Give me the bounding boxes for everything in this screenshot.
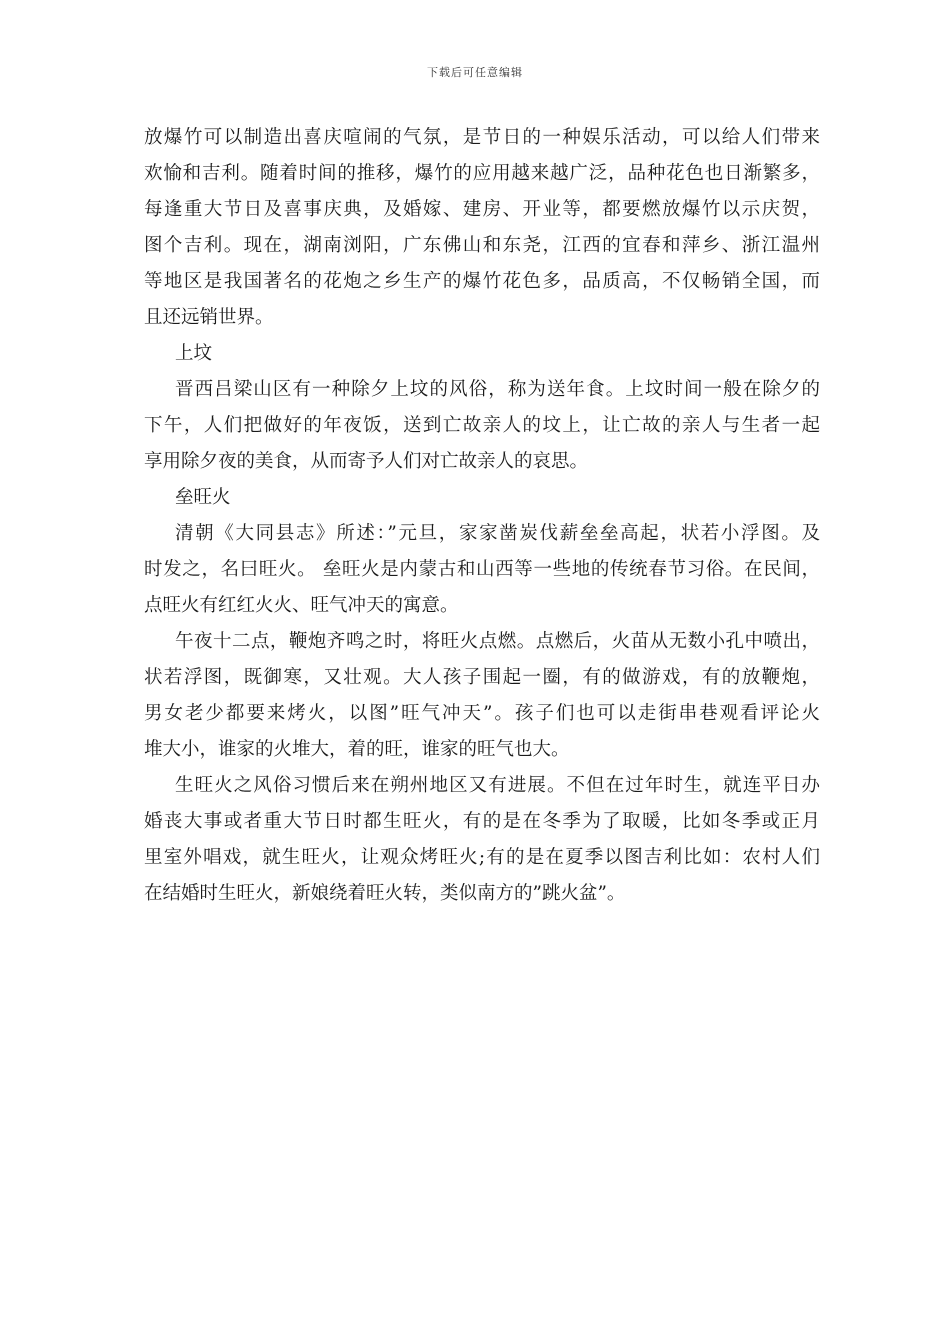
text-line: 晋西吕梁山区有一种除夕上坟的风俗，称为送年食。上坟时间一般在除夕的 xyxy=(175,379,820,400)
page-header: 下载后可任意编辑 xyxy=(427,66,523,79)
paragraph-leiwanghuo-2 xyxy=(144,624,820,768)
document-body xyxy=(144,120,820,912)
text-line: 等地区是我国著名的花炮之乡生产的爆竹花色多，品质高，不仅畅销全国，而 xyxy=(144,271,820,292)
text-line: 男女老少都要来烤火，以图”旺气冲天”。孩子们也可以走街串巷观看评论火 xyxy=(144,703,820,724)
text-line: 堆大小，谁家的火堆大，着的旺，谁家的旺气也大。 xyxy=(144,739,570,760)
text-line: 状若浮图，既御寒，又壮观。大人孩子围起一圈，有的做游戏，有的放鞭炮， xyxy=(144,667,820,688)
section-heading: 垒旺火 xyxy=(175,487,231,508)
text-line: 享用除夕夜的美食，从而寄予人们对亡故亲人的哀思。 xyxy=(144,451,589,472)
paragraph-shangfen xyxy=(144,372,820,480)
section-heading-leiwanghuo xyxy=(144,480,820,516)
text-line: 清朝《大同县志》所述：”元旦，家家凿炭伐薪垒垒高起，状若小浮图。及 xyxy=(175,523,820,544)
paragraph-firecrackers xyxy=(144,120,820,336)
text-line: 下午，人们把做好的年夜饭，送到亡故亲人的坟上，让亡故的亲人与生者一起 xyxy=(144,415,820,436)
paragraph-leiwanghuo-1 xyxy=(144,516,820,624)
section-heading: 上坟 xyxy=(175,343,213,364)
paragraph-leiwanghuo-3 xyxy=(144,768,820,912)
text-line: 婚丧大事或者重大节日时都生旺火，有的是在冬季为了取暖，比如冬季或正月 xyxy=(144,811,820,832)
text-line: 在结婚时生旺火，新娘绕着旺火转，类似南方的”跳火盆”。 xyxy=(144,883,626,904)
text-line: 每逢重大节日及喜事庆典，及婚嫁、建房、开业等，都要燃放爆竹以示庆贺， xyxy=(144,199,820,220)
text-line: 点旺火有红红火火、旺气冲天的寓意。 xyxy=(144,595,459,616)
text-line: 图个吉利。现在，湖南浏阳，广东佛山和东尧，江西的宜春和萍乡、浙江温州 xyxy=(144,235,820,256)
text-line: 生旺火之风俗习惯后来在朔州地区又有进展。不但在过年时生，就连平日办 xyxy=(175,775,820,796)
text-line: 且还远销世界。 xyxy=(144,307,274,328)
text-line: 欢愉和吉利。随着时间的推移，爆竹的应用越来越广泛，品种花色也日渐繁多， xyxy=(144,163,820,184)
text-line: 里室外唱戏，就生旺火，让观众烤旺火;有的是在夏季以图吉利比如：农村人们 xyxy=(144,847,820,868)
text-line: 午夜十二点，鞭炮齐鸣之时，将旺火点燃。点燃后，火苗从无数小孔中喷出， xyxy=(175,631,820,652)
section-heading-shangfen xyxy=(144,336,820,372)
text-line: 时发之，名曰旺火。 垒旺火是内蒙古和山西等一些地的传统春节习俗。在民间， xyxy=(144,559,820,580)
text-line: 放爆竹可以制造出喜庆喧闹的气氛，是节日的一种娱乐活动，可以给人们带来 xyxy=(144,127,820,148)
